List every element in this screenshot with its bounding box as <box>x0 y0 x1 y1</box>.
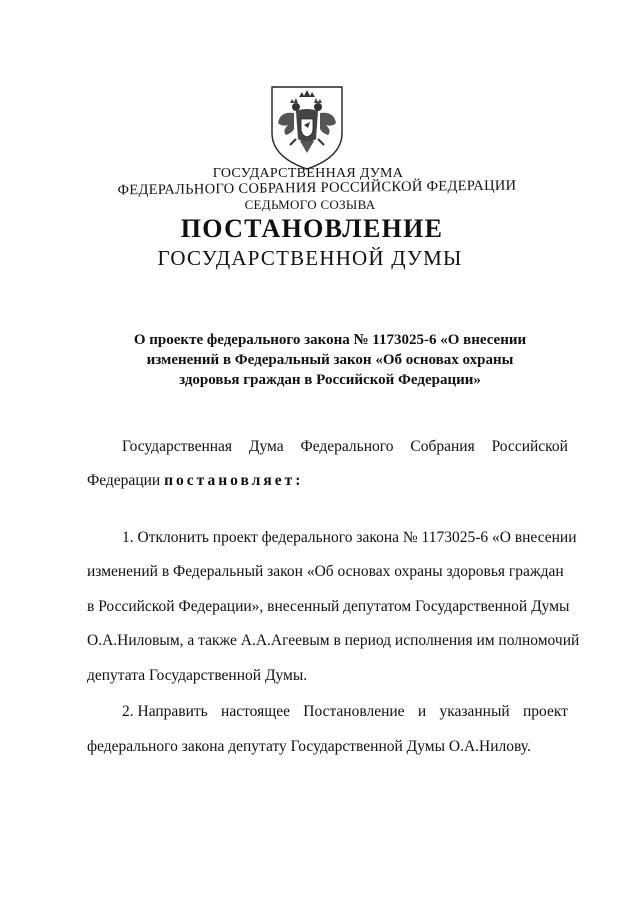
subject-line: изменений в Федеральный закон «Об основах охраны <box>146 352 514 368</box>
preamble-line: Государственная Дума Федерального Собрания Российской <box>122 438 568 455</box>
document-subtitle: ГОСУДАРСТВЕННОЙ ДУМЫ <box>157 246 463 270</box>
coat-of-arms-emblem <box>266 83 348 171</box>
resolves-word: постановляет: <box>164 472 304 489</box>
item2-line: федерального закона депутату Государственной Думы О.А.Нилову. <box>87 738 531 755</box>
item1-line: 1. Отклонить проект федерального закона № 1173025-6 «О внесении <box>122 529 577 546</box>
item2-line: 2. Направить настоящее Постановление и указанный проект <box>122 703 568 720</box>
item1-line: изменений в Федеральный закон «Об основах охраны здоровья граждан <box>87 563 564 580</box>
document-subject <box>120 330 540 390</box>
item1-line: О.А.Ниловым, а также А.А.Агеевым в период исполнения им полномочий <box>87 632 580 649</box>
subject-line: О проекте федерального закона № 1173025-6 «О внесении <box>133 332 527 348</box>
item1-line: в Российской Федерации», внесенный депутатом Государственной Думы <box>87 598 570 615</box>
preamble-line: Федерации постановляет: <box>87 472 304 489</box>
header-assembly: ФЕДЕРАЛЬНОГО СОБРАНИЯ РОССИЙСКОЙ ФЕДЕРАЦИИ <box>117 177 517 199</box>
item1-line: депутата Государственной Думы. <box>87 667 308 684</box>
subject-line: здоровья граждан в Российской Федерации» <box>179 372 481 388</box>
header-convocation: СЕДЬМОГО СОЗЫВА <box>244 197 376 212</box>
document-title: ПОСТАНОВЛЕНИЕ <box>180 214 444 243</box>
header-chamber: ГОСУДАРСТВЕННАЯ ДУМА <box>212 166 404 181</box>
